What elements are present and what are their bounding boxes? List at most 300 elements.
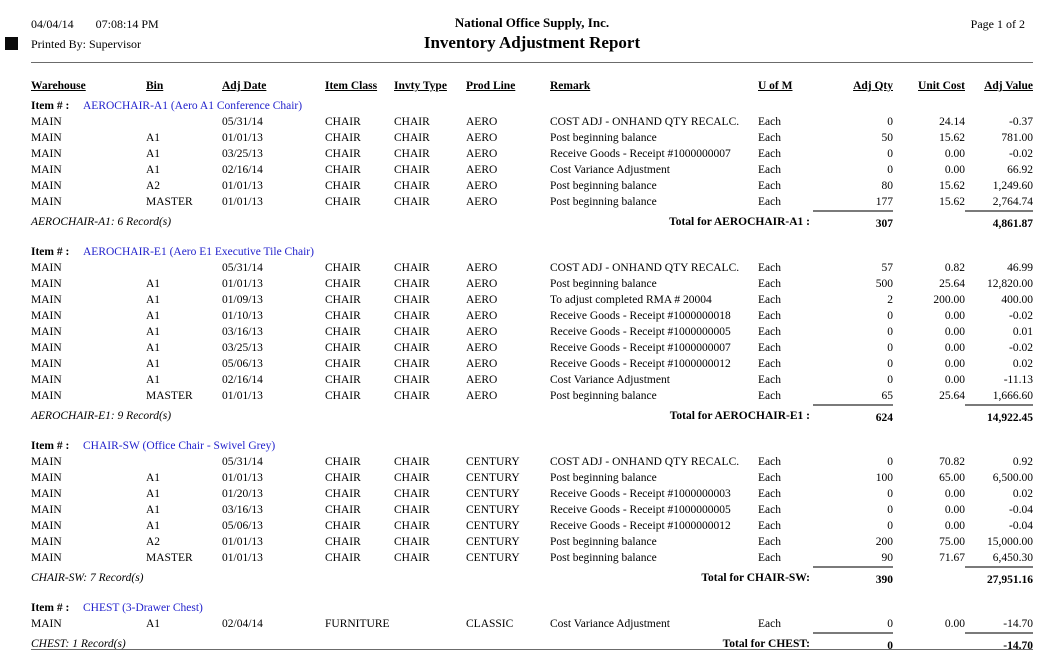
group-total-line: [31, 210, 1033, 232]
cell-warehouse: MAIN: [31, 536, 62, 548]
cell-warehouse: MAIN: [31, 488, 62, 500]
cell-prod-line: CENTURY: [466, 472, 520, 484]
cell-bin: [146, 454, 222, 470]
cell-item-class: CHAIR: [325, 390, 361, 402]
group-total-spacer: [893, 566, 965, 588]
cell-unit-cost: 0.00: [944, 504, 965, 516]
report-header: [31, 14, 1033, 62]
cell-item-class: CHAIR: [325, 520, 361, 532]
cell-adj-date: 05/31/14: [222, 456, 263, 468]
group-total-line: [31, 404, 1033, 426]
table-row: [31, 534, 1033, 550]
cell-adj-qty: 0: [887, 374, 893, 386]
cell-remark: Receive Goods - Receipt #1000000012: [550, 520, 731, 532]
cell-adj-value: 46.99: [1007, 262, 1033, 274]
cell-remark: COST ADJ - ONHAND QTY RECALC.: [550, 116, 740, 128]
cell-remark: Post beginning balance: [550, 180, 657, 192]
cell-adj-date: 03/16/13: [222, 504, 263, 516]
cell-adj-value: 1,666.60: [992, 390, 1033, 402]
cell-bin: A1: [146, 618, 161, 630]
item-group: [31, 98, 1033, 232]
group-total-value: 4,861.87: [965, 210, 1033, 232]
cell-adj-date: 01/01/13: [222, 132, 263, 144]
cell-adj-qty: 0: [887, 456, 893, 468]
cell-u-of-m: Each: [758, 456, 781, 468]
cell-u-of-m: Each: [758, 262, 781, 274]
cell-prod-line: AERO: [466, 196, 498, 208]
cell-warehouse: MAIN: [31, 164, 62, 176]
cell-adj-date: 01/01/13: [222, 196, 263, 208]
item-header-line: [31, 98, 1033, 114]
cell-prod-line: CENTURY: [466, 520, 520, 532]
record-count-note: AEROCHAIR-A1: 6 Record(s): [31, 216, 172, 228]
record-count-note: AEROCHAIR-E1: 9 Record(s): [31, 410, 172, 422]
cell-warehouse: MAIN: [31, 456, 62, 468]
cell-warehouse: MAIN: [31, 472, 62, 484]
cell-u-of-m: Each: [758, 618, 781, 630]
cell-warehouse: MAIN: [31, 180, 62, 192]
cell-adj-qty: 57: [881, 262, 893, 274]
cell-u-of-m: Each: [758, 196, 781, 208]
cell-adj-qty: 80: [881, 180, 893, 192]
cell-unit-cost: 15.62: [939, 196, 965, 208]
cell-item-class: CHAIR: [325, 310, 361, 322]
group-total-spacer: [893, 210, 965, 232]
cell-remark: Post beginning balance: [550, 196, 657, 208]
company-name: National Office Supply, Inc.: [454, 15, 610, 30]
print-time: 07:08:14 PM: [95, 17, 159, 31]
page-title: Inventory Adjustment Report: [423, 33, 641, 52]
cell-unit-cost: 0.82: [944, 262, 965, 274]
cell-bin: MASTER: [146, 196, 193, 208]
cell-remark: Receive Goods - Receipt #1000000007: [550, 148, 731, 160]
cell-warehouse: MAIN: [31, 552, 62, 564]
cell-adj-qty: 0: [887, 342, 893, 354]
cell-adj-qty: 0: [887, 488, 893, 500]
cell-unit-cost: 0.00: [944, 164, 965, 176]
cell-remark: Post beginning balance: [550, 390, 657, 402]
cell-adj-value: 0.01: [1012, 326, 1033, 338]
cell-u-of-m: Each: [758, 552, 781, 564]
cell-invty-type: CHAIR: [394, 132, 430, 144]
cell-bin: A1: [146, 294, 161, 306]
cell-item-class: CHAIR: [325, 456, 361, 468]
cell-adj-date: 05/31/14: [222, 262, 263, 274]
page-corner-artifact: [5, 37, 18, 50]
cell-bin: A1: [146, 374, 161, 386]
cell-adj-qty: 177: [875, 196, 893, 208]
cell-adj-date: 01/01/13: [222, 472, 263, 484]
cell-prod-line: CENTURY: [466, 488, 520, 500]
table-row: [31, 356, 1033, 372]
cell-warehouse: MAIN: [31, 390, 62, 402]
cell-remark: Post beginning balance: [550, 278, 657, 290]
cell-warehouse: MAIN: [31, 116, 62, 128]
group-total-line: [31, 566, 1033, 588]
item-group: [31, 438, 1033, 588]
item-group: [31, 600, 1033, 653]
cell-invty-type: CHAIR: [394, 310, 430, 322]
print-date: 04/04/14: [31, 17, 74, 31]
cell-prod-line: CENTURY: [466, 504, 520, 516]
cell-invty-type: CHAIR: [394, 180, 430, 192]
table-row: [31, 308, 1033, 324]
cell-adj-date: 02/04/14: [222, 618, 263, 630]
record-count-note: CHAIR-SW: 7 Record(s): [31, 572, 144, 584]
cell-adj-value: -0.37: [1009, 116, 1033, 128]
cell-unit-cost: 71.67: [939, 552, 965, 564]
printed-by: Printed By: Supervisor: [31, 37, 141, 51]
cell-item-class: FURNITURE: [325, 618, 390, 630]
cell-bin: A1: [146, 504, 161, 516]
cell-bin: A1: [146, 164, 161, 176]
table-row: [31, 388, 1033, 404]
cell-prod-line: AERO: [466, 132, 498, 144]
cell-bin: A1: [146, 358, 161, 370]
cell-invty-type: CHAIR: [394, 326, 430, 338]
cell-item-class: CHAIR: [325, 342, 361, 354]
cell-warehouse: MAIN: [31, 262, 62, 274]
table-row: [31, 178, 1033, 194]
table-row: [31, 372, 1033, 388]
cell-item-class: CHAIR: [325, 278, 361, 290]
table-row: [31, 130, 1033, 146]
cell-bin: A1: [146, 148, 161, 160]
cell-bin: [146, 260, 222, 276]
cell-invty-type: CHAIR: [394, 358, 430, 370]
cell-bin: A2: [146, 536, 161, 548]
column-header-unit-cost: Unit Cost: [918, 80, 965, 92]
group-total-qty: 0: [813, 632, 893, 653]
cell-invty-type: CHAIR: [394, 472, 430, 484]
table-row: [31, 162, 1033, 178]
cell-invty-type: [394, 616, 466, 632]
cell-remark: Receive Goods - Receipt #1000000018: [550, 310, 731, 322]
cell-adj-value: 400.00: [1001, 294, 1033, 306]
cell-adj-value: -0.02: [1009, 310, 1033, 322]
cell-u-of-m: Each: [758, 536, 781, 548]
table-row: [31, 276, 1033, 292]
cell-adj-qty: 0: [887, 520, 893, 532]
cell-prod-line: AERO: [466, 116, 498, 128]
cell-bin: A1: [146, 326, 161, 338]
cell-prod-line: CLASSIC: [466, 618, 514, 630]
cell-invty-type: CHAIR: [394, 294, 430, 306]
cell-item-class: CHAIR: [325, 536, 361, 548]
table-row: [31, 292, 1033, 308]
cell-adj-date: 05/31/14: [222, 116, 263, 128]
cell-adj-value: 0.92: [1012, 456, 1033, 468]
cell-adj-qty: 0: [887, 116, 893, 128]
cell-warehouse: MAIN: [31, 326, 62, 338]
column-header-adj-value: Adj Value: [984, 80, 1033, 92]
cell-adj-value: 12,820.00: [987, 278, 1033, 290]
group-total-qty: 390: [813, 566, 893, 588]
cell-item-class: CHAIR: [325, 326, 361, 338]
table-row: [31, 260, 1033, 276]
cell-unit-cost: 24.14: [939, 116, 965, 128]
cell-unit-cost: 0.00: [944, 326, 965, 338]
table-row: [31, 146, 1033, 162]
cell-invty-type: CHAIR: [394, 148, 430, 160]
cell-bin: A1: [146, 472, 161, 484]
cell-unit-cost: 70.82: [939, 456, 965, 468]
cell-remark: Receive Goods - Receipt #1000000003: [550, 488, 731, 500]
cell-item-class: CHAIR: [325, 116, 361, 128]
cell-adj-value: 6,450.30: [992, 552, 1033, 564]
cell-unit-cost: 15.62: [939, 132, 965, 144]
cell-prod-line: AERO: [466, 180, 498, 192]
cell-adj-qty: 0: [887, 148, 893, 160]
cell-bin: A1: [146, 278, 161, 290]
cell-item-class: CHAIR: [325, 374, 361, 386]
item-link[interactable]: AEROCHAIR-A1 (Aero A1 Conference Chair): [83, 100, 303, 112]
cell-u-of-m: Each: [758, 390, 781, 402]
cell-prod-line: AERO: [466, 262, 498, 274]
cell-invty-type: CHAIR: [394, 390, 430, 402]
item-header-line: [31, 438, 1033, 454]
table-row: [31, 502, 1033, 518]
column-header-remark: Remark: [550, 80, 591, 92]
cell-unit-cost: 200.00: [933, 294, 965, 306]
cell-warehouse: MAIN: [31, 310, 62, 322]
cell-remark: Cost Variance Adjustment: [550, 618, 670, 630]
cell-warehouse: MAIN: [31, 294, 62, 306]
column-header-row: [31, 78, 1033, 94]
cell-adj-value: 2,764.74: [992, 196, 1033, 208]
cell-u-of-m: Each: [758, 148, 781, 160]
record-count-note: CHEST: 1 Record(s): [31, 638, 126, 650]
item-number-label: Item # :: [31, 440, 70, 452]
cell-remark: COST ADJ - ONHAND QTY RECALC.: [550, 456, 740, 468]
cell-unit-cost: 0.00: [944, 488, 965, 500]
cell-remark: Receive Goods - Receipt #1000000007: [550, 342, 731, 354]
cell-adj-qty: 0: [887, 358, 893, 370]
column-header-adj-date: Adj Date: [222, 80, 267, 92]
cell-warehouse: MAIN: [31, 148, 62, 160]
cell-bin: A2: [146, 180, 161, 192]
item-group: [31, 244, 1033, 426]
group-total-value: 14,922.45: [965, 404, 1033, 426]
cell-unit-cost: 0.00: [944, 342, 965, 354]
cell-warehouse: MAIN: [31, 358, 62, 370]
cell-item-class: CHAIR: [325, 294, 361, 306]
cell-u-of-m: Each: [758, 374, 781, 386]
cell-remark: Post beginning balance: [550, 472, 657, 484]
cell-adj-qty: 90: [881, 552, 893, 564]
cell-adj-date: 03/25/13: [222, 342, 263, 354]
cell-unit-cost: 15.62: [939, 180, 965, 192]
cell-item-class: CHAIR: [325, 132, 361, 144]
cell-remark: Cost Variance Adjustment: [550, 164, 670, 176]
cell-adj-value: 6,500.00: [992, 472, 1033, 484]
cell-item-class: CHAIR: [325, 472, 361, 484]
cell-prod-line: CENTURY: [466, 552, 520, 564]
item-link[interactable]: CHAIR-SW (Office Chair - Swivel Grey): [83, 440, 276, 452]
page-number: Page 1 of 2: [970, 17, 1025, 31]
cell-prod-line: AERO: [466, 358, 498, 370]
column-header-bin: Bin: [146, 80, 164, 92]
cell-invty-type: CHAIR: [394, 342, 430, 354]
cell-bin: MASTER: [146, 390, 193, 402]
cell-invty-type: CHAIR: [394, 278, 430, 290]
group-total-value: -14.70: [965, 632, 1033, 653]
cell-invty-type: CHAIR: [394, 520, 430, 532]
header-rule: [31, 62, 1033, 63]
table-row: [31, 114, 1033, 130]
cell-adj-qty: 0: [887, 310, 893, 322]
cell-warehouse: MAIN: [31, 132, 62, 144]
cell-unit-cost: 75.00: [939, 536, 965, 548]
group-total-qty: 624: [813, 404, 893, 426]
cell-prod-line: AERO: [466, 294, 498, 306]
table-row: [31, 486, 1033, 502]
cell-adj-qty: 0: [887, 618, 893, 630]
cell-adj-date: 01/01/13: [222, 278, 263, 290]
cell-item-class: CHAIR: [325, 180, 361, 192]
table-row: [31, 550, 1033, 566]
cell-remark: Post beginning balance: [550, 536, 657, 548]
cell-adj-date: 02/16/14: [222, 164, 263, 176]
group-total-label: Total for AEROCHAIR-E1 :: [669, 410, 810, 422]
group-total-label: Total for CHEST:: [722, 638, 810, 650]
cell-u-of-m: Each: [758, 294, 781, 306]
column-header-warehouse: Warehouse: [31, 80, 86, 92]
table-row: [31, 470, 1033, 486]
cell-adj-date: 01/01/13: [222, 552, 263, 564]
cell-u-of-m: Each: [758, 504, 781, 516]
cell-item-class: CHAIR: [325, 164, 361, 176]
column-header-u-of-m: U of M: [758, 80, 793, 92]
item-number-label: Item # :: [31, 100, 70, 112]
cell-adj-qty: 65: [881, 390, 893, 402]
cell-u-of-m: Each: [758, 342, 781, 354]
cell-u-of-m: Each: [758, 472, 781, 484]
table-row: [31, 454, 1033, 470]
cell-invty-type: CHAIR: [394, 552, 430, 564]
cell-item-class: CHAIR: [325, 148, 361, 160]
cell-invty-type: CHAIR: [394, 164, 430, 176]
cell-unit-cost: 0.00: [944, 310, 965, 322]
table-row: [31, 324, 1033, 340]
cell-adj-value: 0.02: [1012, 358, 1033, 370]
cell-prod-line: CENTURY: [466, 456, 520, 468]
cell-prod-line: AERO: [466, 374, 498, 386]
cell-adj-qty: 50: [881, 132, 893, 144]
cell-adj-qty: 0: [887, 164, 893, 176]
cell-warehouse: MAIN: [31, 342, 62, 354]
cell-adj-value: 781.00: [1001, 132, 1033, 144]
cell-adj-date: 05/06/13: [222, 358, 263, 370]
item-number-label: Item # :: [31, 602, 70, 614]
cell-warehouse: MAIN: [31, 196, 62, 208]
cell-item-class: CHAIR: [325, 552, 361, 564]
cell-warehouse: MAIN: [31, 278, 62, 290]
cell-item-class: CHAIR: [325, 488, 361, 500]
cell-item-class: CHAIR: [325, 196, 361, 208]
cell-adj-value: -11.13: [1003, 374, 1033, 386]
cell-u-of-m: Each: [758, 116, 781, 128]
group-total-spacer: [893, 404, 965, 426]
cell-bin: A1: [146, 520, 161, 532]
cell-adj-value: 1,249.60: [992, 180, 1033, 192]
cell-adj-date: 01/01/13: [222, 180, 263, 192]
cell-prod-line: AERO: [466, 342, 498, 354]
cell-u-of-m: Each: [758, 164, 781, 176]
cell-adj-qty: 500: [875, 278, 893, 290]
column-header-invty-type: Invty Type: [394, 80, 447, 92]
item-header-line: [31, 244, 1033, 260]
cell-adj-value: 15,000.00: [987, 536, 1033, 548]
cell-adj-date: 03/16/13: [222, 326, 263, 338]
table-row: [31, 616, 1033, 632]
cell-invty-type: CHAIR: [394, 116, 430, 128]
item-number-label: Item # :: [31, 246, 70, 258]
report-body: [31, 98, 1033, 653]
cell-remark: Cost Variance Adjustment: [550, 374, 670, 386]
cell-adj-value: -0.04: [1009, 504, 1033, 516]
cell-invty-type: CHAIR: [394, 196, 430, 208]
item-link[interactable]: AEROCHAIR-E1 (Aero E1 Executive Tile Chair): [83, 246, 314, 258]
table-row: [31, 518, 1033, 534]
cell-remark: Receive Goods - Receipt #1000000005: [550, 504, 731, 516]
cell-u-of-m: Each: [758, 180, 781, 192]
cell-item-class: CHAIR: [325, 504, 361, 516]
cell-bin: [146, 114, 222, 130]
cell-bin: A1: [146, 342, 161, 354]
cell-adj-qty: 0: [887, 504, 893, 516]
cell-invty-type: CHAIR: [394, 504, 430, 516]
cell-prod-line: AERO: [466, 164, 498, 176]
cell-bin: MASTER: [146, 552, 193, 564]
column-header-adj-qty: Adj Qty: [853, 80, 893, 92]
cell-prod-line: CENTURY: [466, 536, 520, 548]
cell-remark: COST ADJ - ONHAND QTY RECALC.: [550, 262, 740, 274]
cell-remark: Receive Goods - Receipt #1000000012: [550, 358, 731, 370]
cell-remark: To adjust completed RMA # 20004: [550, 294, 712, 306]
cell-adj-value: 0.02: [1012, 488, 1033, 500]
cell-unit-cost: 0.00: [944, 358, 965, 370]
cell-adj-date: 01/20/13: [222, 488, 263, 500]
cell-prod-line: AERO: [466, 390, 498, 402]
cell-adj-qty: 2: [887, 294, 893, 306]
cell-invty-type: CHAIR: [394, 456, 430, 468]
cell-adj-date: 02/16/14: [222, 374, 263, 386]
cell-adj-date: 01/09/13: [222, 294, 263, 306]
cell-bin: A1: [146, 310, 161, 322]
cell-adj-qty: 0: [887, 326, 893, 338]
cell-u-of-m: Each: [758, 310, 781, 322]
item-link[interactable]: CHEST (3-Drawer Chest): [83, 602, 203, 614]
cell-unit-cost: 0.00: [944, 618, 965, 630]
group-total-label: Total for AEROCHAIR-A1 :: [669, 216, 810, 228]
cell-adj-date: 05/06/13: [222, 520, 263, 532]
group-total-value: 27,951.16: [965, 566, 1033, 588]
cell-invty-type: CHAIR: [394, 536, 430, 548]
cell-remark: Post beginning balance: [550, 132, 657, 144]
cell-bin: A1: [146, 132, 161, 144]
cell-warehouse: MAIN: [31, 374, 62, 386]
cell-unit-cost: 25.64: [939, 390, 965, 402]
cell-adj-value: 66.92: [1007, 164, 1033, 176]
cell-invty-type: CHAIR: [394, 488, 430, 500]
cell-prod-line: AERO: [466, 278, 498, 290]
cell-adj-value: -14.70: [1003, 618, 1033, 630]
cell-unit-cost: 25.64: [939, 278, 965, 290]
cell-adj-qty: 100: [875, 472, 893, 484]
column-header-item-class: Item Class: [325, 80, 378, 92]
cell-u-of-m: Each: [758, 358, 781, 370]
